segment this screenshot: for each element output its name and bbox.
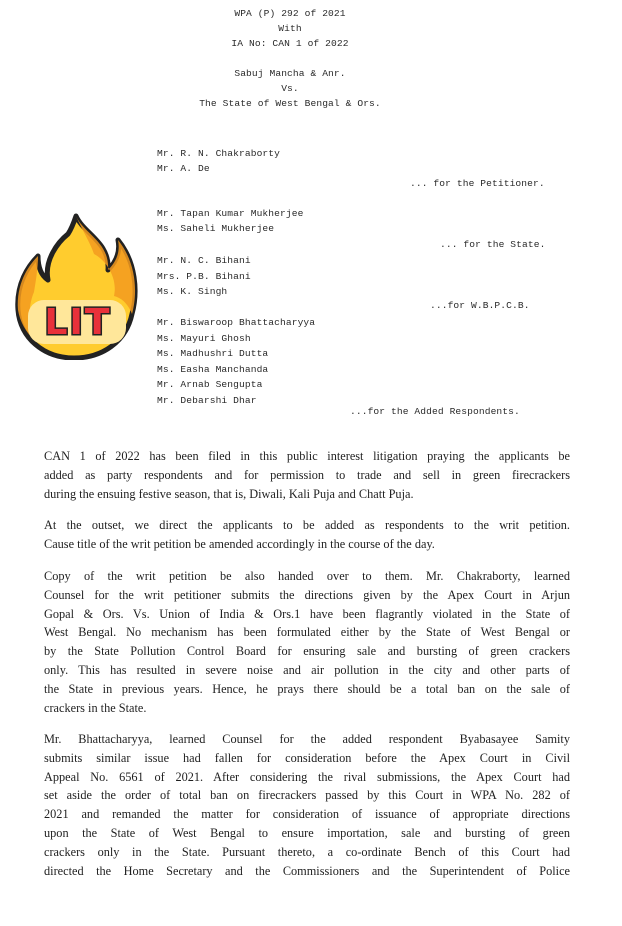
case-with: With [278, 23, 302, 34]
paragraph-line: set aside the order of total ban on firecrackers passed by this Court in WPA No. 282 of [44, 788, 570, 803]
paragraph-line: upon the State of West Bengal to ensure importation, sale and bursting of green [44, 825, 570, 840]
paragraph-line: West Bengal. No mechanism has been formulated either by the State of West Bengal or [44, 625, 570, 640]
paragraph-line: Gopal & Ors. Vs. Union of India & Ors.1 have been flagrantly violated in the State of [44, 606, 570, 621]
paragraph-line: during the ensuing festive season, that is, Diwali, Kali Puja and Chatt Puja. [44, 486, 414, 501]
respondent-party: The State of West Bengal & Ors. [199, 98, 381, 109]
counsel-role-state: ... for the State. [440, 239, 546, 250]
versus-text: Vs. [281, 83, 299, 94]
paragraph-4 [44, 730, 570, 880]
counsel-name: Mr. R. N. Chakraborty [157, 148, 281, 159]
counsel-name: Mr. Tapan Kumar Mukherjee [157, 208, 304, 219]
counsel-group-wbpcb [157, 253, 251, 300]
paragraph-line: Copy of the writ petition be also handed over to them. Mr. Chakraborty, learned [44, 569, 570, 583]
paragraph-line: added as party respondents and for permission to trade and sell in green firecrackers [44, 467, 570, 482]
paragraph-line: by the State Pollution Control Board for ensuring sale and bursting of green crackers [44, 644, 570, 659]
counsel-name: Mr. Debarshi Dhar [157, 394, 257, 406]
case-header [190, 6, 390, 51]
case-parties [190, 66, 390, 111]
counsel-name: Ms. Saheli Mukherjee [157, 223, 275, 234]
paragraph-line: only. This has resulted in severe noise and air pollution in the city and other parts of [44, 662, 570, 677]
paragraph-2 [44, 516, 570, 554]
paragraph-line: Cause title of the writ petition be amended accordingly in the course of the day. [44, 536, 435, 551]
paragraph-line: crackers in the State. [44, 700, 147, 715]
paragraph-line: submits similar issue had fallen for consideration before the Apex Court in Civil [44, 750, 570, 765]
paragraph-line: the State in previous years. Hence, he prays there should be a total ban on the sale of [44, 681, 570, 696]
paragraph-line: crackers only in the State. Pursuant thereto, a co-ordinate Bench of this Court had [44, 844, 570, 859]
counsel-name: Mr. N. C. Bihani [157, 255, 251, 266]
counsel-name: Mr. Biswaroop Bhattacharyya [157, 317, 316, 328]
paragraph-line: CAN 1 of 2022 has been filed in this public interest litigation praying the applicants be [44, 449, 570, 463]
counsel-name: Ms. Easha Manchanda [157, 363, 269, 375]
counsel-role-added-respondents: ...for the Added Respondents. [350, 406, 520, 417]
paragraph-line: directed the Home Secretary and the Commissioners and the Superintendent of Police [44, 863, 570, 878]
counsel-name: Mr. A. De [157, 163, 210, 174]
paragraph-line: Mr. Bhattacharyya, learned Counsel for the added respondent Byabasayee Samity [44, 732, 570, 746]
paragraph-line: 2021 and remanded the matter for consideration of issuance of appropriate directions [44, 807, 570, 822]
counsel-role-wbpcb: ...for W.B.P.C.B. [430, 300, 530, 311]
paragraph-3 [44, 567, 570, 717]
counsel-name: Ms. K. Singh [157, 286, 228, 297]
lit-fire-sticker [14, 212, 138, 360]
case-number: WPA (P) 292 of 2021 [234, 8, 346, 19]
application-number: IA No: CAN 1 of 2022 [231, 38, 349, 49]
counsel-group-added-respondents [157, 315, 315, 408]
counsel-name: Mr. Arnab Sengupta [157, 379, 263, 390]
paragraph-line: At the outset, we direct the applicants to be added as respondents to the writ petition. [44, 518, 570, 532]
counsel-role-petitioner: ... for the Petitioner. [410, 178, 545, 189]
counsel-group-state [157, 206, 303, 236]
petitioner-party: Sabuj Mancha & Anr. [234, 68, 346, 79]
counsel-group-petitioner [157, 146, 280, 176]
sticker-lit-text: LIT [44, 302, 112, 343]
counsel-name: Ms. Madhushri Dutta [157, 348, 269, 359]
paragraph-line: Appeal No. 6561 of 2021. After considering the rival submissions, the Apex Court had [44, 769, 570, 784]
paragraph-line: Counsel for the writ petitioner submits the directions given by the Apex Court in Arjun [44, 587, 570, 602]
counsel-name: Mrs. P.B. Bihani [157, 270, 251, 282]
paragraph-1 [44, 447, 570, 503]
counsel-name: Ms. Mayuri Ghosh [157, 332, 251, 344]
